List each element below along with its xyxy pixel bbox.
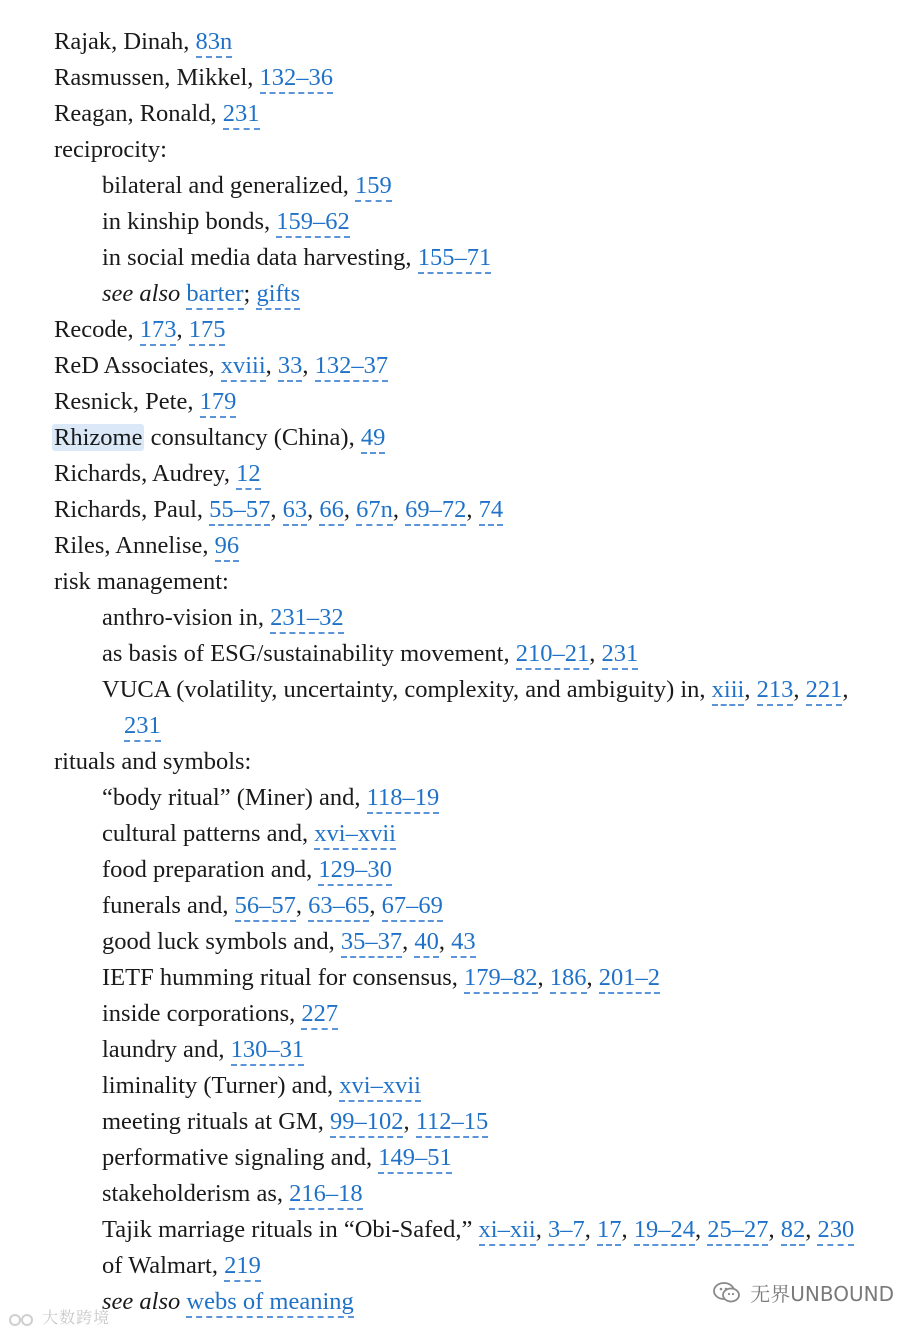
entry-text: , xyxy=(438,928,452,955)
entry-text: ReD Associates, xyxy=(54,352,221,379)
entry-text: , xyxy=(369,892,382,919)
page-reference-link[interactable]: 49 xyxy=(361,424,386,454)
page-reference-link[interactable]: webs of meaning xyxy=(186,1288,353,1318)
wechat-icon xyxy=(712,1280,742,1306)
entry-text: , xyxy=(586,964,599,991)
page-reference-link[interactable]: 159–62 xyxy=(276,208,350,238)
page-reference-link[interactable]: 213 xyxy=(757,676,794,706)
page-reference-link[interactable]: 69–72 xyxy=(405,496,466,526)
entry-text: , xyxy=(270,496,283,523)
entry-text: funerals and, xyxy=(102,892,235,919)
index-subentry xyxy=(54,708,874,744)
page-reference-link[interactable]: xvi–xvii xyxy=(339,1072,421,1102)
index-subentry xyxy=(54,780,874,816)
page-reference-link[interactable]: 19–24 xyxy=(634,1216,695,1246)
index-subentry xyxy=(54,1212,874,1248)
index-subentry xyxy=(54,1068,874,1104)
index-entry xyxy=(54,348,874,384)
entry-text: , xyxy=(768,1216,781,1243)
entry-text: meeting rituals at GM, xyxy=(102,1108,330,1135)
page-reference-link[interactable]: gifts xyxy=(256,280,300,310)
page-reference-link[interactable]: xiii xyxy=(712,676,745,706)
index-subentry xyxy=(54,276,874,312)
index-entry xyxy=(54,744,874,780)
entry-text: rituals and symbols: xyxy=(54,748,252,775)
page-reference-link[interactable]: 231 xyxy=(124,712,161,742)
index-subentry xyxy=(54,168,874,204)
entry-text: performative signaling and, xyxy=(102,1144,379,1171)
entry-text: Rasmussen, Mikkel, xyxy=(54,64,260,91)
entry-text: , xyxy=(403,1108,416,1135)
page-reference-link[interactable]: 155–71 xyxy=(418,244,492,274)
page-reference-link[interactable]: 129–30 xyxy=(318,856,392,886)
index-subentry xyxy=(54,240,874,276)
page-reference-link[interactable]: xi–xii xyxy=(479,1216,536,1246)
index-entry xyxy=(54,384,874,420)
entry-text: consultancy (China), xyxy=(144,424,361,451)
page-reference-link[interactable]: 33 xyxy=(278,352,303,382)
entry-text: , xyxy=(694,1216,708,1243)
entry-text: , xyxy=(307,496,320,523)
page-reference-link[interactable]: 118–19 xyxy=(367,784,440,814)
see-also-label: see also xyxy=(102,1288,181,1315)
entry-text: as basis of ESG/sustainability movement, xyxy=(102,640,516,667)
page-reference-link[interactable]: 130–31 xyxy=(231,1036,305,1066)
entry-text: , xyxy=(466,496,479,523)
entry-text: laundry and, xyxy=(102,1036,231,1063)
entry-text: , xyxy=(176,316,189,343)
index-entry xyxy=(54,456,874,492)
entry-text: , xyxy=(793,676,806,703)
index-entry xyxy=(54,60,874,96)
entry-text: Rajak, Dinah, xyxy=(54,28,196,55)
index-entry xyxy=(54,96,874,132)
see-also-label: see also xyxy=(102,280,181,307)
entry-text: anthro-vision in, xyxy=(102,604,271,631)
entry-text: inside corporations, xyxy=(102,1000,302,1027)
page-reference-link[interactable]: 40 xyxy=(414,928,439,958)
entry-text: Recode, xyxy=(54,316,140,343)
page-reference-link[interactable]: 219 xyxy=(224,1252,261,1282)
page-reference-link[interactable]: 83n xyxy=(196,28,233,58)
page-reference-link[interactable]: 231 xyxy=(602,640,639,670)
index-subentry xyxy=(54,1176,874,1212)
page-reference-link[interactable]: 99–102 xyxy=(330,1108,404,1138)
page-reference-link[interactable]: 221 xyxy=(806,676,843,706)
page-reference-link[interactable]: 201–2 xyxy=(599,964,660,994)
page-reference-link[interactable]: barter xyxy=(186,280,243,310)
entry-text: reciprocity: xyxy=(54,136,167,163)
page-reference-link[interactable]: 96 xyxy=(215,532,240,562)
index-entry xyxy=(54,312,874,348)
index-subentry xyxy=(54,600,874,636)
watermark-left xyxy=(8,1305,110,1328)
entry-text: , xyxy=(265,352,278,379)
index-subentry xyxy=(54,996,874,1032)
page-reference-link[interactable]: 67–69 xyxy=(382,892,443,922)
entry-text: , xyxy=(537,964,550,991)
entry-text: , xyxy=(842,676,849,703)
page-reference-link[interactable]: 132–36 xyxy=(260,64,334,94)
index-subentry xyxy=(54,204,874,240)
entry-text: , xyxy=(402,928,415,955)
index-subentry xyxy=(54,960,874,996)
index-entry xyxy=(54,564,874,600)
entry-text: in kinship bonds, xyxy=(102,208,277,235)
watermark-left-text: 大数跨境 xyxy=(42,1308,111,1327)
page-reference-link[interactable]: 56–57 xyxy=(235,892,296,922)
page-reference-link[interactable]: 112–15 xyxy=(416,1108,489,1138)
index-subentry xyxy=(54,816,874,852)
index-subentry xyxy=(54,1032,874,1068)
index-entry xyxy=(54,24,874,60)
entry-text: , xyxy=(343,496,357,523)
entry-text: , xyxy=(621,1216,634,1243)
highlighted-term: Rhizome xyxy=(54,424,143,451)
page-reference-link[interactable]: 216–18 xyxy=(289,1180,363,1210)
entry-text: , xyxy=(584,1216,597,1243)
entry-text: Richards, Audrey, xyxy=(54,460,237,487)
entry-text: , xyxy=(805,1216,818,1243)
entry-text: in social media data harvesting, xyxy=(102,244,418,271)
entry-text: , xyxy=(535,1216,548,1243)
index-list xyxy=(54,24,874,1320)
entry-text: Richards, Paul, xyxy=(54,496,210,523)
page-reference-link[interactable]: 55–57 xyxy=(209,496,270,526)
entry-text: VUCA (volatility, uncertainty, complexity, and ambiguity) in, xyxy=(102,676,712,703)
page-reference-link[interactable]: 149–51 xyxy=(378,1144,452,1174)
page-reference-link[interactable]: xviii xyxy=(221,352,266,382)
page-reference-link[interactable]: 74 xyxy=(479,496,504,526)
page-reference-link[interactable]: 63 xyxy=(283,496,308,526)
entry-text: risk management: xyxy=(54,568,229,595)
watermark-right-text: 无界UNBOUND xyxy=(750,1282,894,1306)
index-subentry xyxy=(54,888,874,924)
entry-text: , xyxy=(295,892,309,919)
page-reference-link[interactable]: 67n xyxy=(356,496,393,526)
logo-icon xyxy=(8,1311,36,1327)
entry-text: stakeholderism as, xyxy=(102,1180,290,1207)
entry-text: good luck symbols and, xyxy=(102,928,341,955)
entry-text: , xyxy=(392,496,406,523)
entry-text: , xyxy=(302,352,315,379)
page-reference-link[interactable]: 63–65 xyxy=(308,892,369,922)
page-reference-link[interactable]: 179 xyxy=(200,388,237,418)
entry-text: Resnick, Pete, xyxy=(54,388,200,415)
page-reference-link[interactable]: 175 xyxy=(189,316,226,346)
page-reference-link[interactable]: 43 xyxy=(451,928,476,958)
entry-text: Reagan, Ronald, xyxy=(54,100,223,127)
index-subentry xyxy=(54,1104,874,1140)
page-reference-link[interactable]: 179–82 xyxy=(464,964,538,994)
entry-text: liminality (Turner) and, xyxy=(102,1072,340,1099)
index-subentry xyxy=(54,672,874,708)
page-reference-link[interactable]: 35–37 xyxy=(341,928,402,958)
entry-text: ; xyxy=(243,280,257,307)
page-reference-link[interactable]: 17 xyxy=(597,1216,622,1246)
page-reference-link[interactable]: 227 xyxy=(301,1000,338,1030)
entry-text: , xyxy=(744,676,757,703)
entry-text: Tajik marriage rituals in “Obi-Safed,” xyxy=(102,1216,479,1243)
page-reference-link[interactable]: xvi–xvii xyxy=(314,820,396,850)
watermark-right xyxy=(712,1278,894,1307)
entry-text: cultural patterns and, xyxy=(102,820,315,847)
entry-text: Riles, Annelise, xyxy=(54,532,215,559)
entry-text: bilateral and generalized, xyxy=(102,172,356,199)
index-subentry xyxy=(54,1140,874,1176)
index-entry xyxy=(54,132,874,168)
index-entry xyxy=(54,492,874,528)
entry-text: of Walmart, xyxy=(102,1252,225,1279)
index-subentry xyxy=(54,636,874,672)
index-entry xyxy=(54,420,874,456)
page-reference-link[interactable]: 210–21 xyxy=(516,640,590,670)
index-entry xyxy=(54,528,874,564)
page-reference-link[interactable]: 173 xyxy=(140,316,177,346)
page-reference-link[interactable]: 3–7 xyxy=(548,1216,585,1246)
page-reference-link[interactable]: 132–37 xyxy=(315,352,389,382)
page-reference-link[interactable]: 82 xyxy=(781,1216,806,1246)
entry-text: IETF humming ritual for consensus, xyxy=(102,964,465,991)
page-reference-link[interactable]: 12 xyxy=(236,460,261,490)
page-reference-link[interactable]: 231–32 xyxy=(270,604,344,634)
page-reference-link[interactable]: 25–27 xyxy=(707,1216,768,1246)
index-subentry xyxy=(54,852,874,888)
entry-text: food preparation and, xyxy=(102,856,319,883)
index-subentry xyxy=(54,924,874,960)
entry-text: “body ritual” (Miner) and, xyxy=(102,784,367,811)
page-reference-link[interactable]: 186 xyxy=(550,964,587,994)
page-reference-link[interactable]: 231 xyxy=(223,100,260,130)
page-reference-link[interactable]: 66 xyxy=(319,496,344,526)
page-reference-link[interactable]: 230 xyxy=(817,1216,854,1246)
page-reference-link[interactable]: 159 xyxy=(355,172,392,202)
entry-text: , xyxy=(589,640,602,667)
